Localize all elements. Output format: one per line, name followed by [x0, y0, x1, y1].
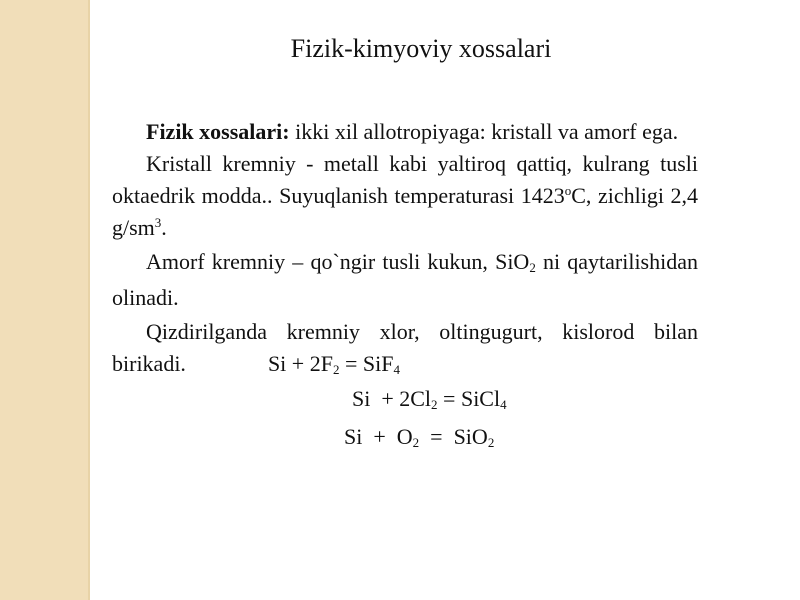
physical-properties-heading: Fizik xossalari:	[146, 119, 290, 144]
degree-mark: o	[564, 183, 572, 198]
eq1-left: Si + 2F	[267, 351, 333, 376]
paragraph-amorphous-silicon	[112, 244, 698, 316]
eq3-sub1: 2	[412, 435, 420, 450]
paragraph-physical-properties	[112, 116, 698, 148]
eq3-sub2: 2	[487, 435, 495, 450]
eq2-right: = SiCl	[437, 386, 501, 411]
eq1-right: = SiF	[339, 351, 394, 376]
slide	[90, 0, 800, 600]
heating-text: Qizdirilganda kremniy xlor, oltingugurt, kislorod bilan birikadi.	[112, 319, 698, 376]
amorphous-text: Amorf kremniy – qo`ngir tusli kukun, SiO	[146, 249, 530, 274]
eq2-sub2: 4	[500, 397, 507, 412]
eq3-left: Si + O	[344, 424, 413, 449]
eq2-left: Si + 2Cl	[352, 386, 432, 411]
eq2-sub1: 2	[431, 397, 438, 412]
crystalline-text-mid: C, zichligi 2,4 g/sm	[112, 183, 698, 240]
equation-chlorine	[112, 380, 698, 418]
crystalline-text-end: .	[161, 215, 167, 240]
eq1-sub1: 2	[332, 362, 340, 377]
decorative-side-band	[0, 0, 90, 600]
crystalline-text: Kristall kremniy - metall kabi yaltiroq qattiq, kulrang tusli oktaedrik modda.. Suyuqlanish temperaturasi 1423	[112, 151, 698, 208]
equation-fluorine	[268, 351, 400, 376]
eq1-sub2: 4	[393, 362, 400, 377]
eq3-right: = SiO	[419, 424, 488, 449]
slide-title: Fizik-kimyoviy xossalari	[290, 34, 552, 63]
paragraph-heating-reactions	[112, 316, 698, 380]
paragraph-crystalline-silicon	[112, 148, 698, 244]
subscript: 2	[529, 260, 536, 275]
slide-body	[112, 116, 698, 456]
amorphous-text-end: ni qaytarilishidan olinadi.	[112, 249, 698, 310]
cubic-exponent: 3	[154, 215, 162, 230]
equation-oxygen	[112, 418, 698, 456]
physical-properties-text: ikki xil allotropiyaga: kristall va amorf ega.	[289, 119, 679, 144]
